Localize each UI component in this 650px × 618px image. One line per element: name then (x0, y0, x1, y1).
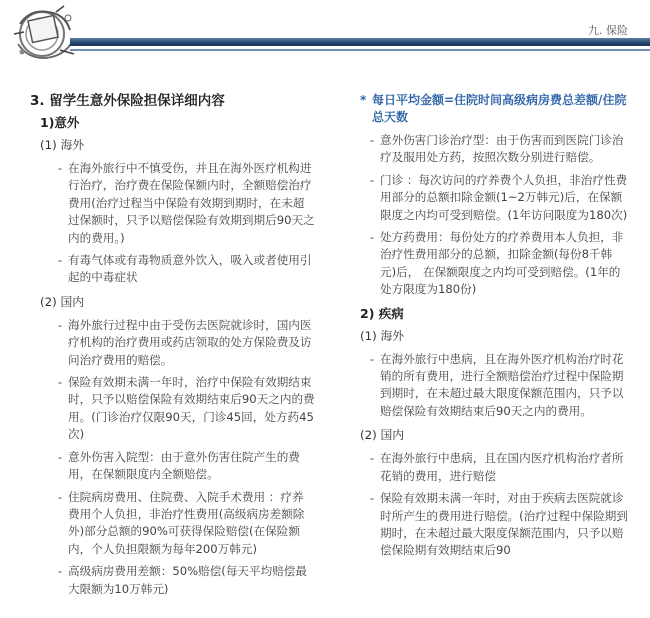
list-item: - 在海外旅行中患病，且在海外医疗机构治疗时花销的所有费用，进行全额赔偿治疗过程中保险期到期时，在未超过最大限度保额范围内，只予以赔偿保险有效期结束后90天之内的费用。 (370, 351, 628, 421)
list-item: - 处方药费用：每份处方的疗养费用本人负担，非治疗性费用部分的总额，扣除金额(每份8千韩元)后， 在保额限度之内均可受到赔偿。(1年的处方限度为180份) (370, 229, 628, 299)
list-item: - 意外伤害入院型：由于意外伤害住院产生的费用，在保额限度内全额赔偿。 (58, 449, 315, 484)
disease-overseas-label: (1) 海外 (360, 328, 405, 343)
disease-overseas-list (370, 351, 628, 421)
list-item: - 在海外旅行中不慎受伤，并且在海外医疗机构进行治疗，治疗费在保险保额内时，全额赔偿治疗费用(治疗过程当中保险有效期到期时，在未超过保额时，只予以赔偿保险有效期到期后90天之内的费用。) (58, 160, 315, 247)
accident-title: 1)意外 (40, 115, 80, 130)
left-column (30, 92, 315, 603)
right-column (360, 92, 628, 565)
disease-title: 2) 疾病 (360, 305, 404, 321)
chapter-label: 九. 保险 (588, 24, 628, 37)
list-item: - 住院病房费用、住院费、入院手术费用 ：疗养费用个人负担，非治疗性费用(高级病房差额除外)部分总额的90%可获得保险赔偿(在保险额内，个人负担限额为每年200万韩元) (58, 489, 315, 559)
list-item: - 高级病房费用差额：50%赔偿(每天平均赔偿最大限额为10万韩元) (58, 563, 315, 598)
list-item: - 保险有效期未满一年时，治疗中保险有效期结束时，只予以赔偿保险有效期结束后90天之内的费用。(门诊治疗仅限90天，门诊45回，处方药45次) (58, 374, 315, 444)
list-item: - 有毒气体或有毒物质意外饮入，吸入或者使用引起的中毒症状 (58, 252, 315, 287)
accident-outpatient-list (370, 132, 628, 299)
decorative-frame-emblem (10, 4, 80, 62)
list-item: - 海外旅行过程中由于受伤去医院就诊时，国内医疗机构的治疗费用或药店领取的处方保险费及访问治疗费用的赔偿。 (58, 317, 315, 369)
header-rule (70, 49, 650, 51)
list-item: - 门诊 ：每次访问的疗养费个人负担，非治疗性费用部分的总额扣除金额(1~2万韩元)后，在保额限度之内均可受到赔偿。(1年访问限度为180次) (370, 172, 628, 224)
domestic-list (58, 317, 315, 598)
daily-average-note: * 每日平均金额=住院时间高级病房费总差额/住院总天数 (360, 92, 628, 126)
page-header (0, 0, 650, 62)
domestic-label: (2) 国内 (40, 294, 85, 309)
section-title: 3. 留学生意外保险担保详细内容 (30, 93, 225, 109)
overseas-label: (1) 海外 (40, 138, 85, 152)
header-band (70, 38, 650, 46)
disease-domestic-label: (2) 国内 (360, 428, 405, 443)
overseas-list (58, 160, 315, 287)
list-item: - 在海外旅行中患病，且在国内医疗机构治疗者所花销的费用，进行赔偿 (370, 450, 628, 485)
disease-domestic-list (370, 450, 628, 559)
list-item: - 保险有效期未满一年时，对由于疾病去医院就诊时所产生的费用进行赔偿。(治疗过程中保险期到期时，在未超过最大限度保额范围内，只予以赔偿保险期有效期结束后90 (370, 490, 628, 560)
list-item: - 意外伤害门诊治疗型：由于伤害而到医院门诊治疗及服用处方药，按照次数分别进行赔偿。 (370, 132, 628, 167)
